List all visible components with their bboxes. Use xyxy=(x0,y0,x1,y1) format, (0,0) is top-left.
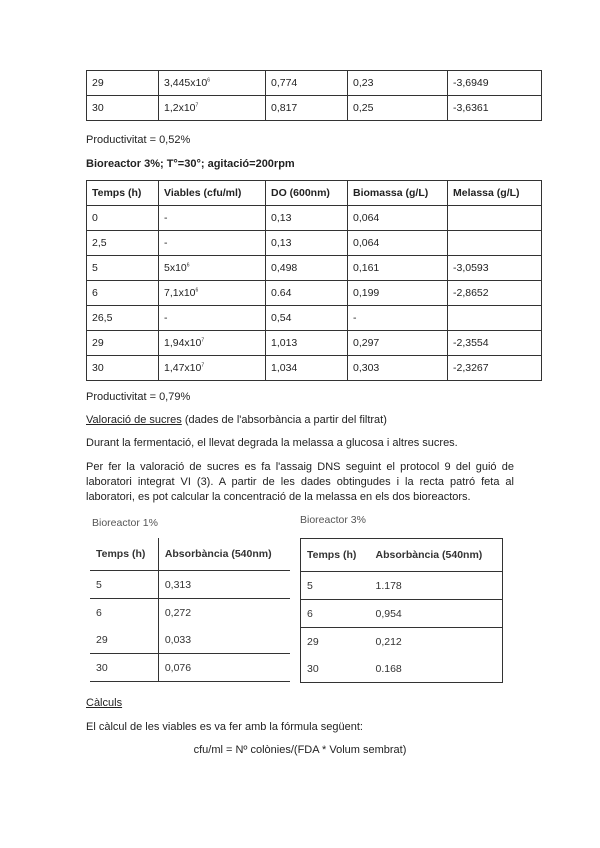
table-cell: 30 xyxy=(90,654,158,682)
table-cell: 5 xyxy=(90,571,158,599)
sugar-heading xyxy=(86,413,514,428)
table-cell: 29 xyxy=(87,331,159,356)
table-cell: 5 xyxy=(301,572,370,600)
table-row xyxy=(87,206,542,231)
table-cell: 0,076 xyxy=(158,654,290,682)
table-cell: 6 xyxy=(90,599,158,627)
table-cell: $1,94x10^7$ xyxy=(159,331,266,356)
table-cell: 0,817 xyxy=(266,96,348,121)
table-header-row xyxy=(90,538,290,571)
table-cell: -3,6949 xyxy=(448,71,542,96)
productivity-3: Productivitat = 0,79% xyxy=(86,391,191,403)
table-cell: 29 xyxy=(90,626,158,654)
table-row xyxy=(87,306,542,331)
table-cell: 1,013 xyxy=(266,331,348,356)
table-cell: 0,774 xyxy=(266,71,348,96)
table-cell: - xyxy=(159,306,266,331)
table-row xyxy=(90,599,290,627)
table-bioreactor-3 xyxy=(86,180,542,381)
table-cell: 1,034 xyxy=(266,356,348,381)
paragraph-2: Per fer la valoració de sucres es fa l'assaig DNS seguint el protocol 9 del guió de laboratori integrat VI (3). A partir de les dades obtingudes i la recta patró feta al laboratori, es pot calcular la concentració de la melassa en els dos bioreactors. xyxy=(86,461,514,503)
table-row xyxy=(87,356,542,381)
table-cell xyxy=(448,206,542,231)
table-cell: $7,1x10^6$ xyxy=(159,281,266,306)
table-cell: 0,272 xyxy=(164,606,192,619)
table-bioreactor-1-end xyxy=(86,70,542,121)
table-cell: 0,064 xyxy=(348,231,448,256)
table-row xyxy=(301,655,503,683)
table-header-row xyxy=(87,181,542,206)
table-row xyxy=(301,572,503,600)
calc-text: El càlcul de les viables es va fer amb la fórmula següent: xyxy=(86,721,363,733)
table-cell: Absorbància (540nm) xyxy=(158,538,290,571)
table-cell xyxy=(448,231,542,256)
table-cell: 29 xyxy=(87,71,159,96)
table-row xyxy=(87,96,542,121)
table-cell: Absorbància (540nm) xyxy=(370,539,503,572)
calc-title: Càlculs xyxy=(86,697,123,709)
table-row xyxy=(87,281,542,306)
table-cell: -3,6361 xyxy=(448,96,542,121)
table-row xyxy=(87,256,542,281)
table-cell: - xyxy=(159,231,266,256)
table-cell: 0 xyxy=(87,206,159,231)
table-cell: 0,23 xyxy=(348,71,448,96)
sugar-subtitle: (dades de l'absorbància a partir del filtrat) xyxy=(181,414,387,426)
table-cell: 0,064 xyxy=(348,206,448,231)
table-absorbance-1 xyxy=(90,538,290,682)
table-row xyxy=(87,331,542,356)
table-cell: Temps (h) xyxy=(90,538,158,571)
table-row xyxy=(90,626,290,654)
table-absorbance-3 xyxy=(300,538,503,683)
table-cell: Melassa (g/L) xyxy=(448,181,542,206)
table-row xyxy=(301,600,503,628)
table-row xyxy=(87,71,542,96)
table-cell: - xyxy=(348,306,448,331)
table-cell: 0,25 xyxy=(348,96,448,121)
table-cell xyxy=(448,306,542,331)
table-cell: 0,303 xyxy=(348,356,448,381)
paragraph-1: Durant la fermentació, el llevat degrada la melassa a glucosa i altres sucres. xyxy=(86,437,458,449)
table-cell: Biomassa (g/L) xyxy=(348,181,448,206)
table-cell: 0.168 xyxy=(375,662,402,675)
table-cell: - xyxy=(159,206,266,231)
table-cell: Temps (h) xyxy=(87,181,159,206)
table-cell: $1,2x10^7$ xyxy=(159,96,266,121)
table-row xyxy=(90,654,290,682)
table-cell: -2,3554 xyxy=(448,331,542,356)
table-cell: $5x10^6$ xyxy=(159,256,266,281)
table-cell: 1.178 xyxy=(370,572,503,600)
table-cell: 0,954 xyxy=(370,600,503,628)
table-cell: 6 xyxy=(301,600,370,628)
table-cell: 30 xyxy=(87,356,159,381)
table-cell: 0,54 xyxy=(266,306,348,331)
table-cell: 30 xyxy=(87,96,159,121)
abs1-label: Bioreactor 1% xyxy=(92,517,158,529)
table-cell: 0,313 xyxy=(158,571,290,599)
table-cell: 0,13 xyxy=(266,206,348,231)
table-cell: 29 xyxy=(307,635,319,648)
table-cell: 5 xyxy=(87,256,159,281)
table-cell: $1,47x10^7$ xyxy=(159,356,266,381)
formula: cfu/ml = Nº colònies/(FDA * Volum sembrat) xyxy=(193,744,407,756)
table-row xyxy=(301,628,503,656)
table-cell: -2,8652 xyxy=(448,281,542,306)
table-cell: 26,5 xyxy=(87,306,159,331)
table-row xyxy=(87,231,542,256)
table-cell: Viables (cfu/ml) xyxy=(159,181,266,206)
table-cell: -3,0593 xyxy=(448,256,542,281)
sugar-title: Valoració de sucres xyxy=(86,414,182,426)
table-cell: 2,5 xyxy=(87,231,159,256)
table-cell: 0,033 xyxy=(158,626,290,654)
table-cell: 0,498 xyxy=(266,256,348,281)
table-cell: 0,212 xyxy=(375,635,402,648)
table-cell: 0,297 xyxy=(348,331,448,356)
table-cell: 0,199 xyxy=(348,281,448,306)
table-cell: 0.64 xyxy=(266,281,348,306)
abs3-label: Bioreactor 3% xyxy=(300,514,366,526)
table-cell: 6 xyxy=(87,281,159,306)
table-cell: $3,445x10^6$ xyxy=(159,71,266,96)
table-row xyxy=(90,571,290,599)
productivity-1: Productivitat = 0,52% xyxy=(86,134,191,146)
table-cell: 0,13 xyxy=(266,231,348,256)
table-header-row xyxy=(301,539,503,572)
table-cell: -2,3267 xyxy=(448,356,542,381)
table-cell: 30 xyxy=(307,662,319,675)
section-heading: Bioreactor 3%; T°=30°; agitació=200rpm xyxy=(86,158,295,170)
table-cell: 0,161 xyxy=(348,256,448,281)
table-cell: DO (600nm) xyxy=(266,181,348,206)
table-cell: Temps (h) xyxy=(301,539,370,572)
